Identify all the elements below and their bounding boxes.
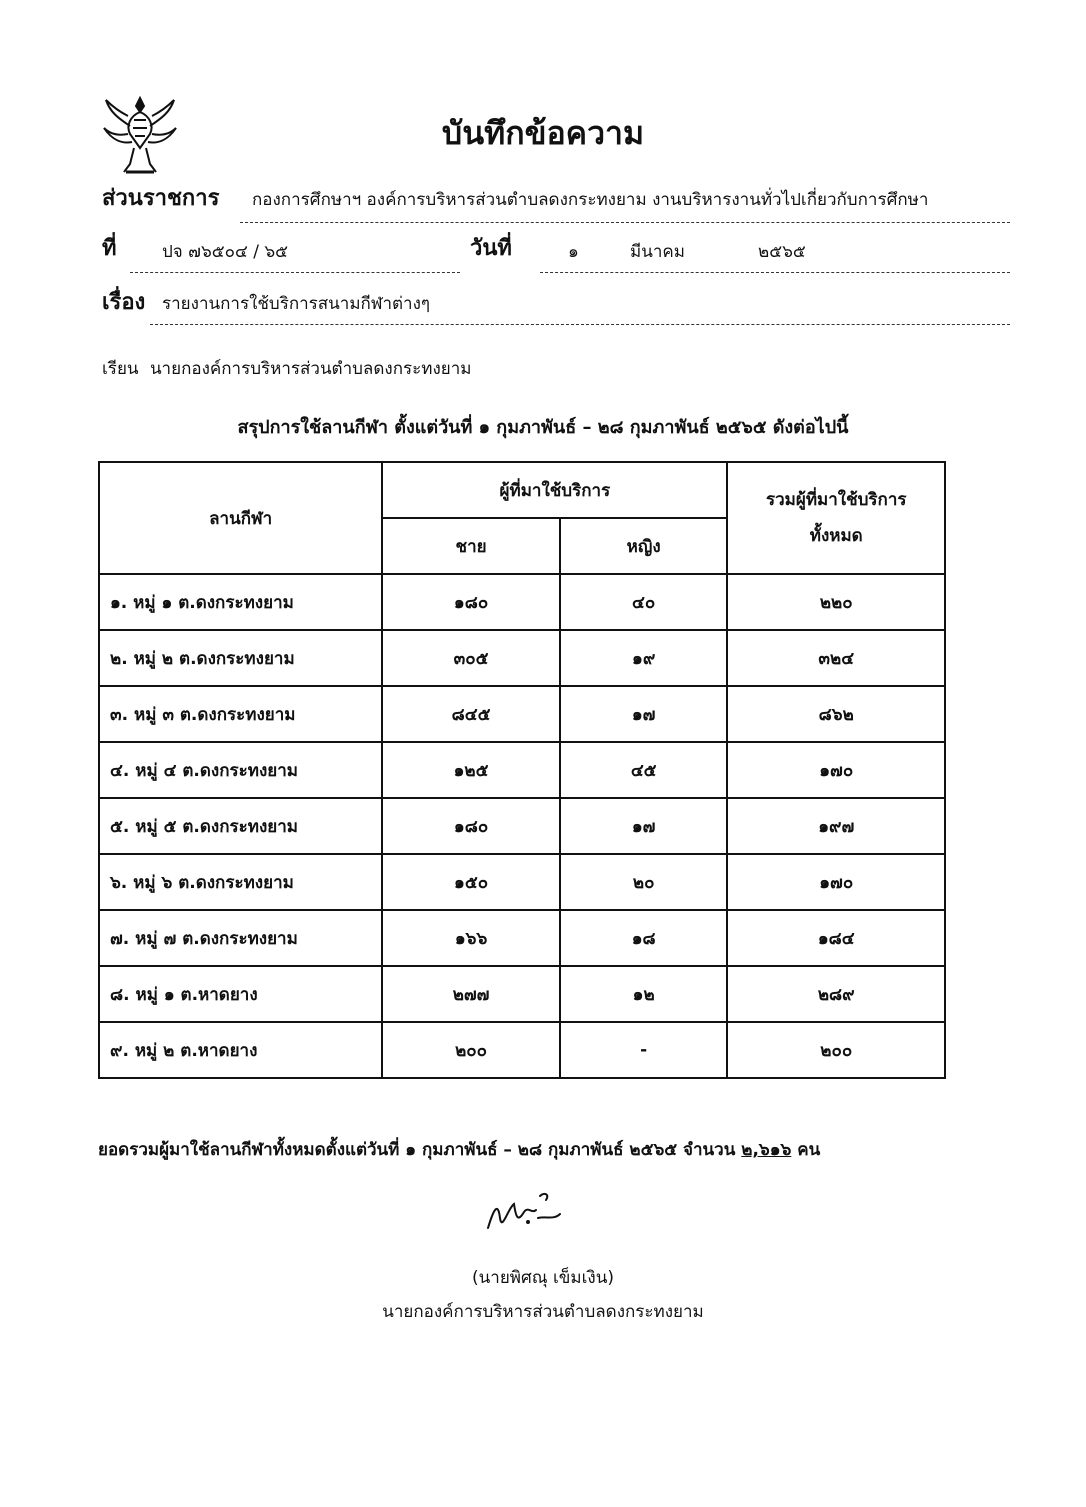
dotted-line <box>150 324 1010 325</box>
cell-female: - <box>560 1022 728 1078</box>
table-row <box>99 1022 945 1078</box>
usage-table <box>98 461 946 1079</box>
grand-total-line <box>98 1136 820 1163</box>
cell-field: ๑. หมู่ ๑ ต.ดงกระทงยาม <box>99 574 382 630</box>
cell-male: ๑๒๕ <box>382 742 560 798</box>
cell-total: ๑๗๐ <box>727 742 945 798</box>
dotted-line <box>240 222 1010 223</box>
subject-label: เรื่อง <box>102 290 146 315</box>
cell-female: ๔๐ <box>560 574 728 630</box>
date-year: ๒๕๖๕ <box>758 242 806 262</box>
summary-line: สรุปการใช้ลานกีฬา ตั้งแต่วันที่ ๑ กุมภาพันธ์ – ๒๘ กุมภาพันธ์ ๒๕๖๕ ดังต่อไปนี้ <box>237 417 849 438</box>
cell-field: ๘. หมู่ ๑ ต.หาดยาง <box>99 966 382 1022</box>
cell-field: ๙. หมู่ ๒ ต.หาดยาง <box>99 1022 382 1078</box>
cell-male: ๑๘๐ <box>382 798 560 854</box>
cell-female: ๑๙ <box>560 630 728 686</box>
cell-total: ๑๗๐ <box>727 854 945 910</box>
cell-field: ๒. หมู่ ๒ ต.ดงกระทงยาม <box>99 630 382 686</box>
table-row <box>99 686 945 742</box>
cell-field: ๕. หมู่ ๕ ต.ดงกระทงยาม <box>99 798 382 854</box>
cell-total: ๑๘๔ <box>727 910 945 966</box>
grand-total-unit: คน <box>797 1140 821 1160</box>
table-row <box>99 798 945 854</box>
table-row <box>99 854 945 910</box>
cell-male: ๘๔๕ <box>382 686 560 742</box>
cell-field: ๓. หมู่ ๓ ต.ดงกระทงยาม <box>99 686 382 742</box>
agency-label: ส่วนราชการ <box>102 186 220 211</box>
cell-male: ๓๐๕ <box>382 630 560 686</box>
cell-total: ๑๙๗ <box>727 798 945 854</box>
cell-female: ๑๗ <box>560 686 728 742</box>
header-total <box>727 462 945 574</box>
cell-total: ๒๘๙ <box>727 966 945 1022</box>
salutation-label: เรียน <box>102 359 139 379</box>
date-month: มีนาคม <box>630 242 685 262</box>
header-users: ผู้ที่มาใช้บริการ <box>382 462 727 518</box>
cell-total: ๒๒๐ <box>727 574 945 630</box>
cell-female: ๔๕ <box>560 742 728 798</box>
cell-field: ๗. หมู่ ๗ ต.ดงกระทงยาม <box>99 910 382 966</box>
cell-field: ๖. หมู่ ๖ ต.ดงกระทงยาม <box>99 854 382 910</box>
cell-male: ๑๘๐ <box>382 574 560 630</box>
table-row <box>99 574 945 630</box>
table-row <box>99 630 945 686</box>
cell-male: ๒๐๐ <box>382 1022 560 1078</box>
cell-total: ๘๖๒ <box>727 686 945 742</box>
dotted-line <box>130 272 460 273</box>
page-title: บันทึกข้อความ <box>441 114 645 152</box>
ref-value: ปจ ๗๖๕๐๔ / ๖๕ <box>162 242 289 262</box>
header-female: หญิง <box>560 518 728 574</box>
date-day: ๑ <box>568 242 579 262</box>
agency-value: กองการศึกษาฯ องค์การบริหารส่วนตำบลดงกระทงยาม งานบริหารงานทั่วไปเกี่ยวกับการศึกษา <box>252 190 929 210</box>
cell-field: ๔. หมู่ ๔ ต.ดงกระทงยาม <box>99 742 382 798</box>
table-row <box>99 742 945 798</box>
cell-male: ๑๕๐ <box>382 854 560 910</box>
signature-icon <box>480 1188 570 1238</box>
header-male: ชาย <box>382 518 560 574</box>
cell-female: ๑๗ <box>560 798 728 854</box>
subject-value: รายงานการใช้บริการสนามกีฬาต่างๆ <box>162 294 431 314</box>
table-row <box>99 966 945 1022</box>
ref-label: ที่ <box>102 236 117 261</box>
signatory-position: นายกองค์การบริหารส่วนตำบลดงกระทงยาม <box>382 1302 704 1322</box>
cell-male: ๑๖๖ <box>382 910 560 966</box>
cell-total: ๓๒๔ <box>727 630 945 686</box>
header-total-line1: รวมผู้ที่มาใช้บริการ <box>765 490 907 510</box>
header-total-line2: ทั้งหมด <box>809 526 863 546</box>
grand-total-text: ยอดรวมผู้มาใช้ลานกีฬาทั้งหมดตั้งแต่วันที่ ๑ กุมภาพันธ์ – ๒๘ กุมภาพันธ์ ๒๕๖๕ จำนวน <box>98 1140 736 1160</box>
cell-total: ๒๐๐ <box>727 1022 945 1078</box>
grand-total-amount: ๒,๖๑๖ <box>741 1140 792 1160</box>
signatory-name: (นายพิศณุ เข็มเงิน) <box>472 1268 614 1288</box>
header-field: ลานกีฬา <box>99 462 382 574</box>
date-label: วันที่ <box>470 236 512 261</box>
cell-female: ๑๒ <box>560 966 728 1022</box>
cell-female: ๑๘ <box>560 910 728 966</box>
salutation-value: นายกองค์การบริหารส่วนตำบลดงกระทงยาม <box>149 359 472 379</box>
dotted-line <box>540 272 1010 273</box>
cell-female: ๒๐ <box>560 854 728 910</box>
salutation <box>102 355 477 382</box>
cell-male: ๒๗๗ <box>382 966 560 1022</box>
table-row <box>99 910 945 966</box>
